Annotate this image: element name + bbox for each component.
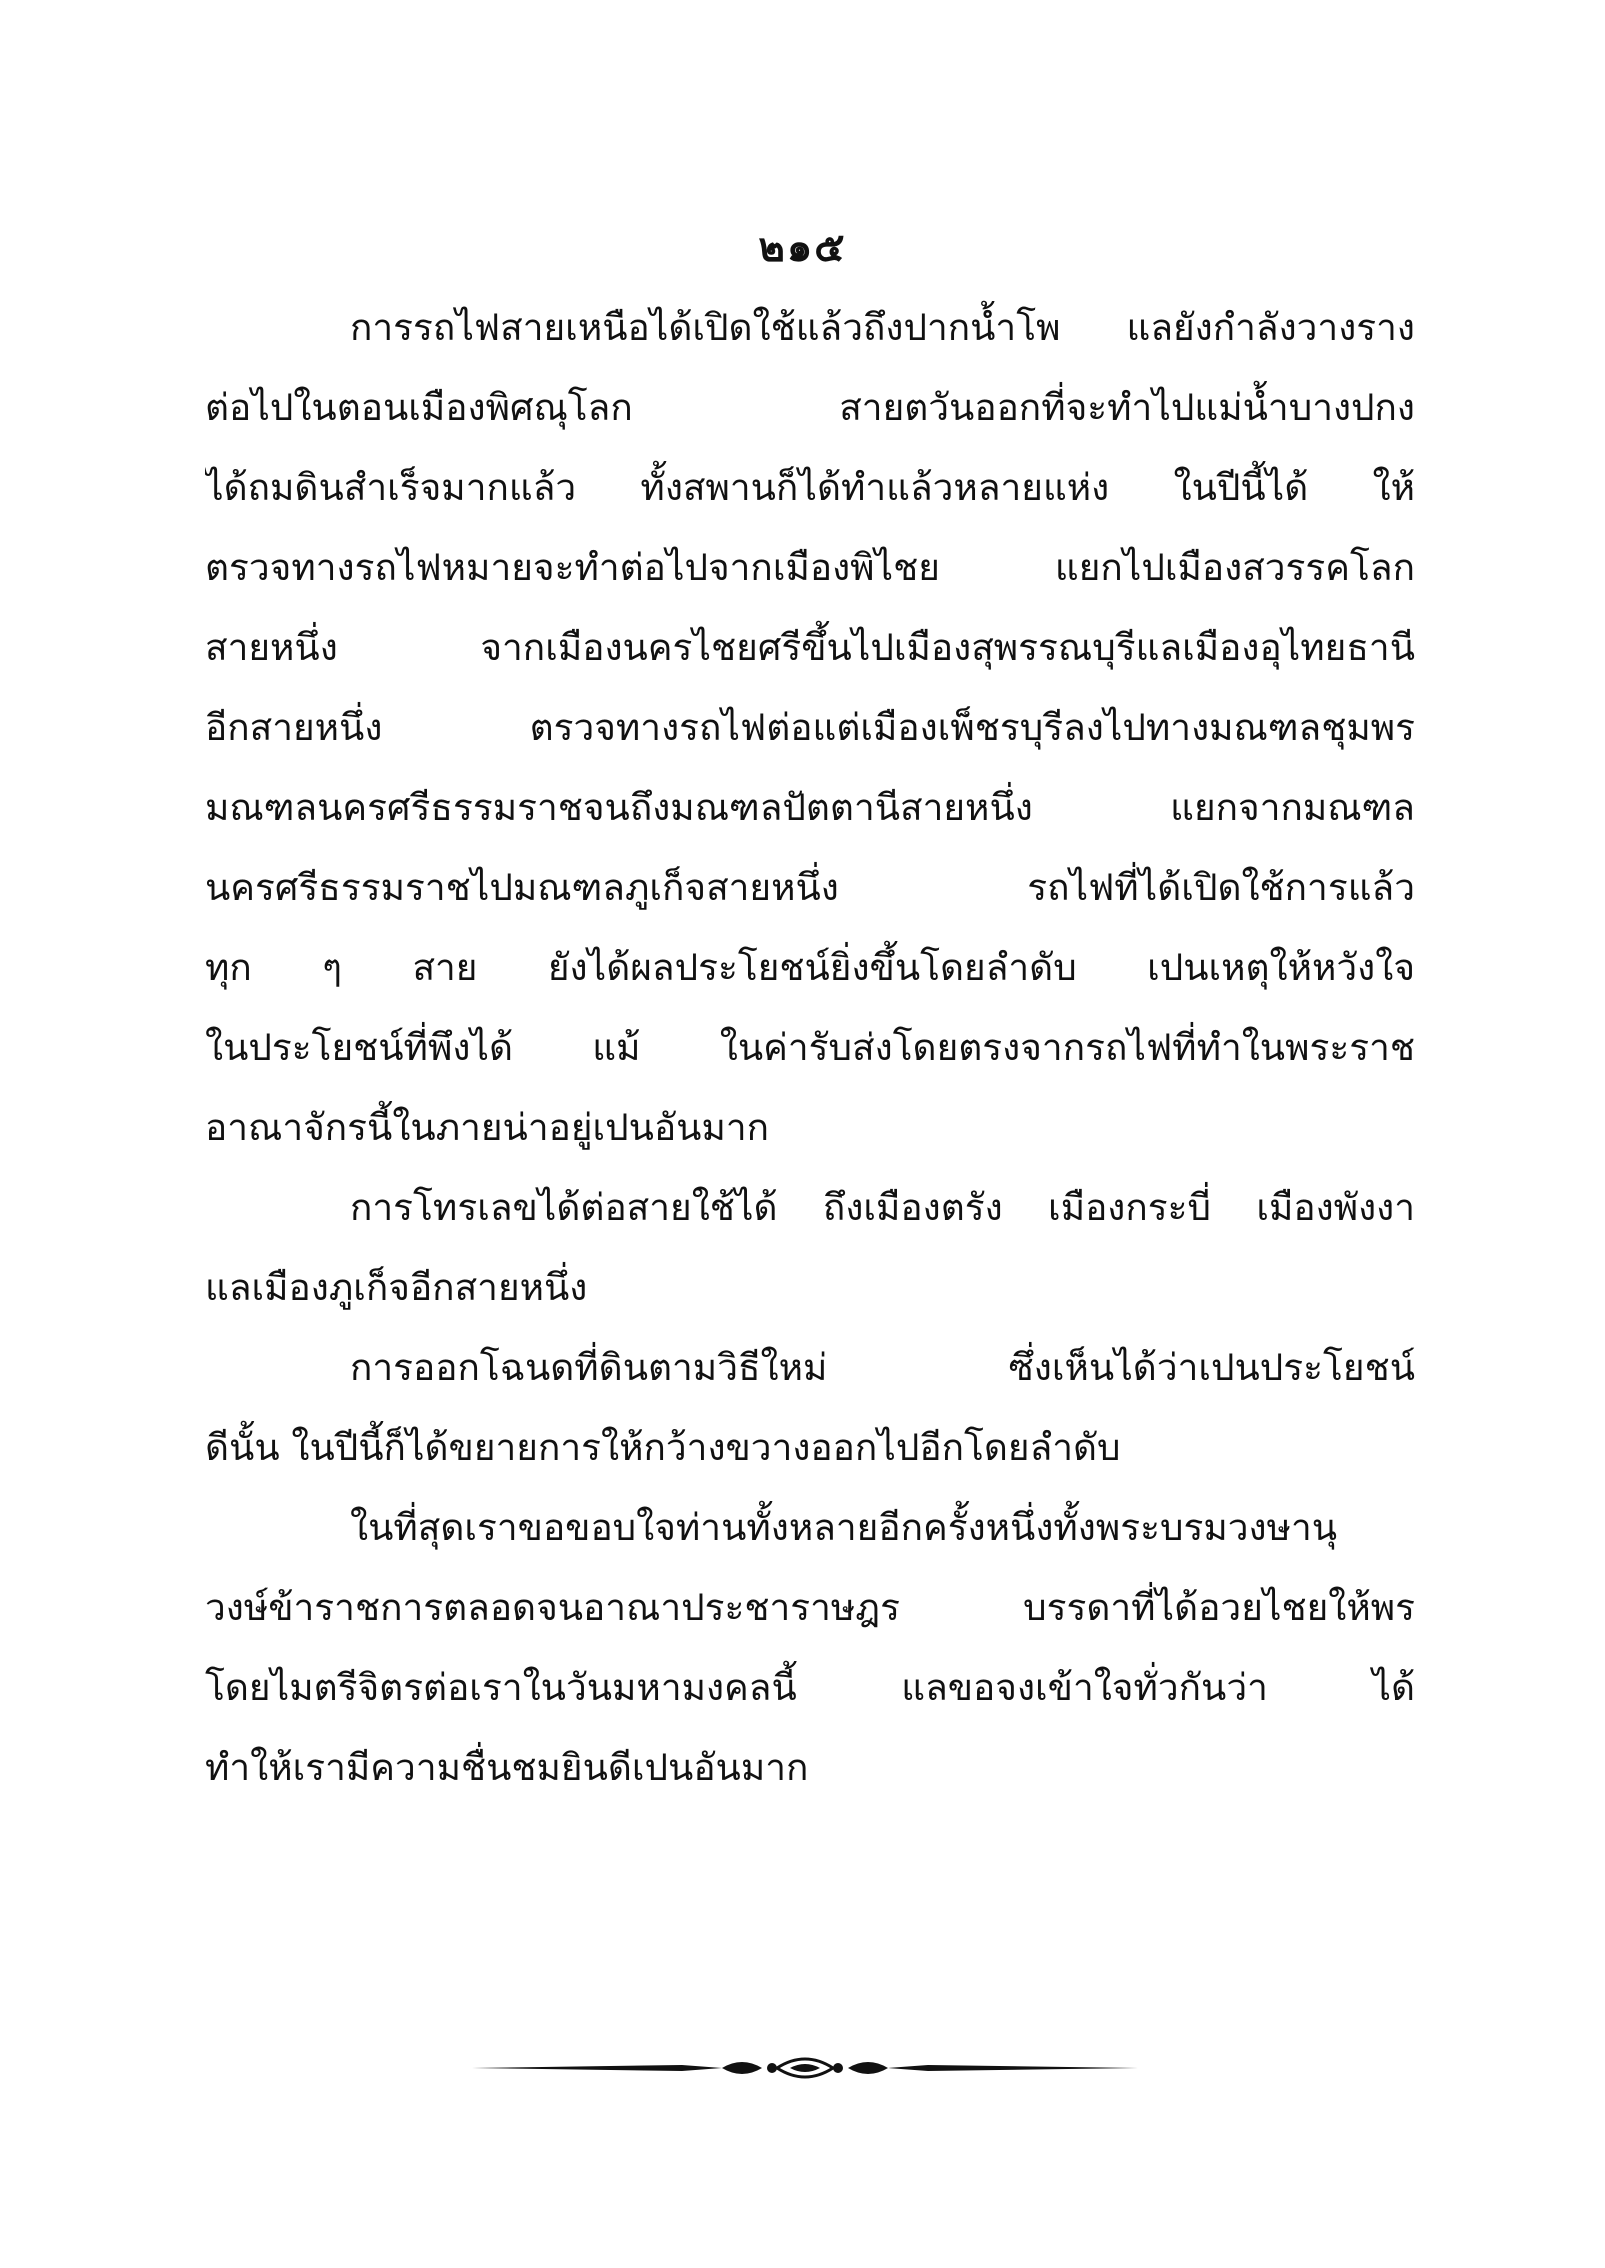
decorative-divider-icon <box>472 2048 1138 2088</box>
text-line: การโทรเลขได้ต่อสายใช้ได้ ถึงเมืองตรัง เมืองกระบี่ เมืองพังงา <box>350 1186 1415 1229</box>
text-line: วงษ์ข้าราชการตลอดจนอาณาประชาราษฎร บรรดาที่ได้อวยไชยให้พร <box>205 1586 1415 1629</box>
text-line: ตรวจทางรถไฟหมายจะทำต่อไปจากเมืองพิไชย แยกไปเมืองสวรรคโลก <box>205 546 1415 589</box>
text-line: การออกโฉนดที่ดินตามวิธีใหม่ ซึ่งเห็นได้ว่าเปนประโยชน์ <box>350 1346 1415 1389</box>
text-line: การรถไฟสายเหนือได้เปิดใช้แล้วถึงปากน้ำโพ แลยังกำลังวางราง <box>350 306 1415 349</box>
text-line: ทำให้เรามีความชื่นชมยินดีเปนอันมาก <box>205 1746 809 1789</box>
text-line: โดยไมตรีจิตรต่อเราในวันมหามงคลนี้ แลขอจงเข้าใจทั่วกันว่า ได้ <box>205 1666 1415 1709</box>
text-line: อีกสายหนึ่ง ตรวจทางรถไฟต่อแต่เมืองเพ็ชรบุรีลงไปทางมณฑลชุมพร <box>205 706 1415 749</box>
text-line: สายหนึ่ง จากเมืองนครไชยศรีขึ้นไปเมืองสุพรรณบุรีแลเมืองอุไทยธานี <box>205 626 1415 669</box>
page-number: ๒๑๕ <box>758 224 847 271</box>
text-line: ทุก ๆ สาย ยังได้ผลประโยชน์ยิ่งขึ้นโดยลำดับ เปนเหตุให้หวังใจ <box>205 946 1415 989</box>
text-line: ต่อไปในตอนเมืองพิศณุโลก สายตวันออกที่จะทำไปแม่น้ำบางปกง <box>205 386 1415 429</box>
text-line: มณฑลนครศรีธรรมราชจนถึงมณฑลปัตตานีสายหนึ่ง แยกจากมณฑล <box>205 786 1415 829</box>
text-line: นครศรีธรรมราชไปมณฑลภูเก็จสายหนึ่ง รถไฟที่ได้เปิดใช้การแล้ว <box>205 866 1415 909</box>
text-line: ในที่สุดเราขอขอบใจท่านทั้งหลายอีกครั้งหนึ่งทั้งพระบรมวงษานุ <box>350 1506 1338 1549</box>
text-line: ดีนั้น ในปีนี้ก็ได้ขยายการให้กว้างขวางออกไปอีกโดยลำดับ <box>205 1426 1121 1469</box>
text-line: ในประโยชน์ที่พึงได้ แม้ ในค่ารับส่งโดยตรงจากรถไฟที่ทำในพระราช <box>205 1026 1415 1069</box>
text-line: ได้ถมดินสำเร็จมากแล้ว ทั้งสพานก็ได้ทำแล้วหลายแห่ง ในปีนี้ได้ ให้ <box>205 466 1415 509</box>
text-line: อาณาจักรนี้ในภายน่าอยู่เปนอันมาก <box>205 1106 770 1149</box>
text-line: แลเมืองภูเก็จอีกสายหนึ่ง <box>205 1266 588 1309</box>
